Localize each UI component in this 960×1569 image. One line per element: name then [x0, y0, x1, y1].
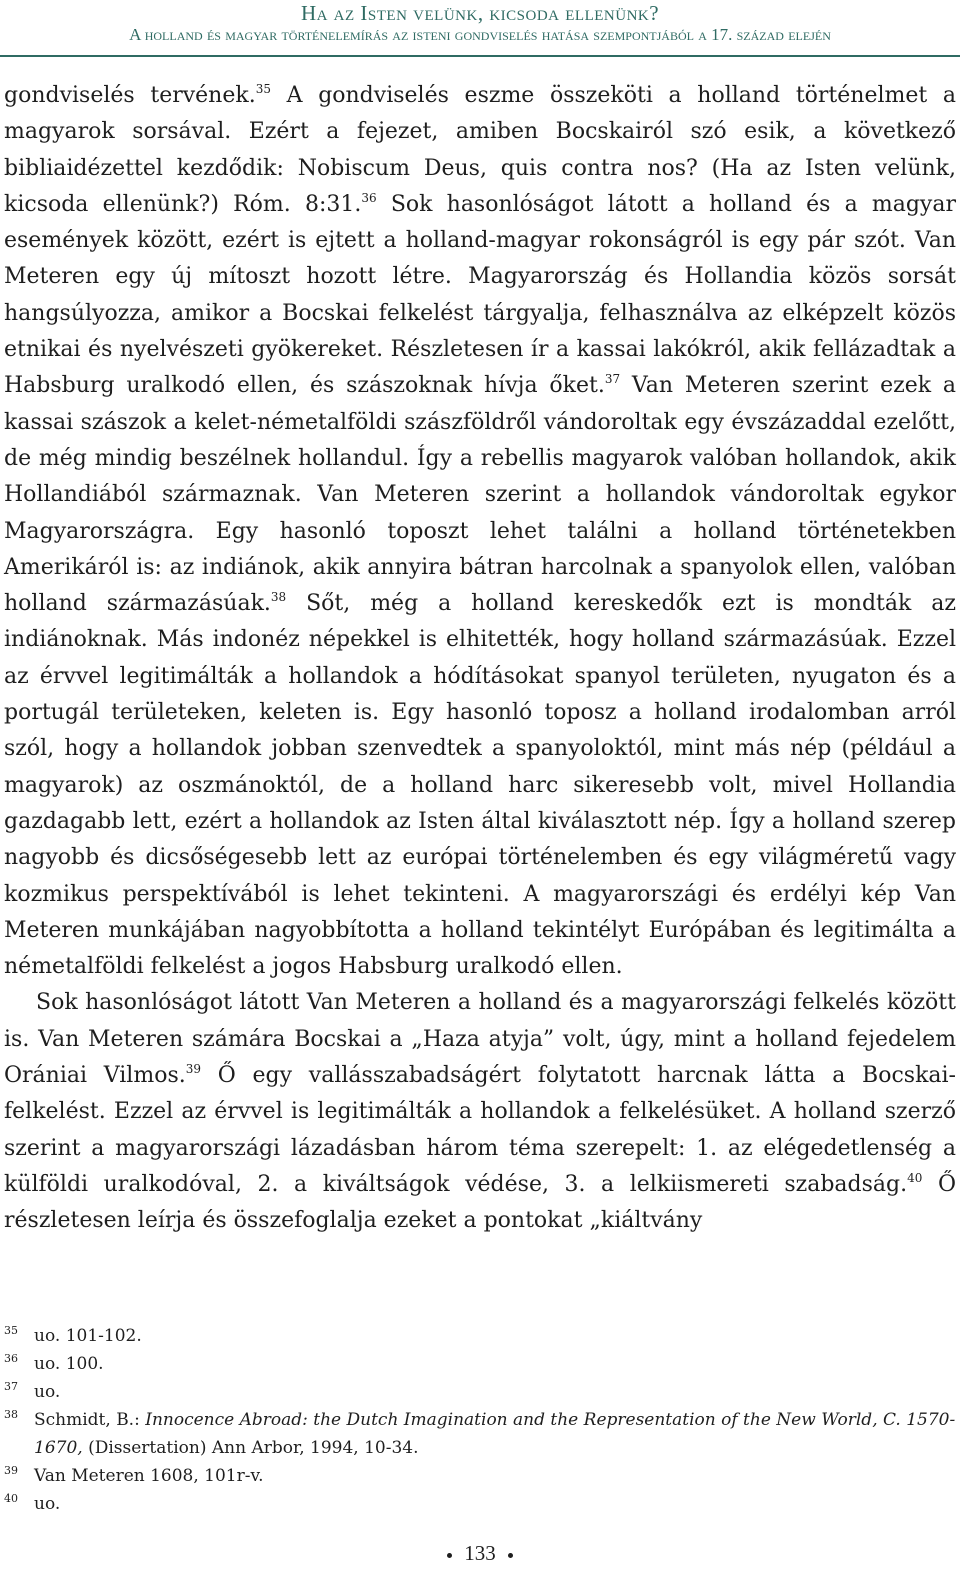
- p2-text-3: Ő részletesen leírja és összefoglalja ezeket a pontokat „kiáltvány: [4, 1171, 956, 1234]
- paragraph-2: [4, 985, 956, 1239]
- p1-text-1: gondviselés tervének.: [4, 83, 256, 108]
- footnotes: [4, 1322, 956, 1518]
- footnote-40: [4, 1490, 956, 1518]
- footnote-text: [34, 1406, 956, 1462]
- footnote-36: [4, 1350, 956, 1378]
- footnote-number: 35: [4, 1324, 18, 1337]
- footnote-ref-35[interactable]: 35: [255, 82, 271, 96]
- body-text: [4, 78, 956, 1240]
- footnote-number: 40: [4, 1492, 18, 1505]
- footnote-37: [4, 1378, 956, 1406]
- p1-text-2: A gondviselés eszme összeköti a holland történelmet a magyarok sorsával. Ezért a fejezet, amiben Bocskairól szó esik, a következő bibliaidézettel kezdődik: Nobiscum Deus, quis contra nos? (Ha az Isten velünk, kicsoda ellenünk?) Róm. 8:31.: [4, 83, 957, 217]
- paragraph-1: [4, 78, 956, 985]
- footnote-number: 38: [4, 1408, 18, 1421]
- bullet-icon: [447, 1553, 452, 1558]
- footnote-ref-37[interactable]: 37: [604, 372, 621, 387]
- page-number-value: 133: [464, 1541, 496, 1565]
- footnote-ref-38[interactable]: 38: [270, 590, 287, 605]
- footnote-38: [4, 1406, 956, 1462]
- footnote-text: uo. 101-102.: [34, 1326, 142, 1346]
- p2-text-1: Sok hasonlóságot látott Van Meteren a holland és a magyarországi felkelés között is. Van Meteren számára Bocskai a „Haza atyja” volt, úgy, mint a holland fejedelem Orániai Vilmos.: [4, 990, 956, 1089]
- footnote-book-title: Innocence Abroad: the Dutch Imagination and the Representation of the New World, C. 1570-1670,: [34, 1410, 956, 1458]
- footnote-ref-40[interactable]: 40: [907, 1170, 923, 1185]
- footnote-number: 39: [4, 1464, 18, 1477]
- p1-text-4: Van Meteren szerint ezek a kassai szászok a kelet-németalföldi szászföldről vándoroltak egy évszázaddal ezelőtt, de még mindig beszélnek hollandul. Így a rebellis magyarok valóban hollandok, akik Hollandiából származnak. Van Meteren szerint a hollandok vándoroltak egykor Magyarországra. Egy hasonló toposzt lehet találni a holland történetekben Amerikáról is: az indiánok, akik annyira bátran harcolnak a spanyolok ellen, valóban holland származásúak.: [4, 373, 956, 617]
- footnote-text: uo. 100.: [34, 1354, 104, 1374]
- footnote-ref-36[interactable]: 36: [361, 190, 377, 205]
- header-rule: [0, 55, 960, 57]
- page-number: [0, 1538, 960, 1568]
- footnote-number: 36: [4, 1352, 18, 1365]
- running-head-subtitle: A holland és magyar történelemírás az isteni gondviselés hatása szempontjából a 17. század elején: [129, 25, 831, 44]
- footnote-35: [4, 1322, 956, 1350]
- footnote-number: 37: [4, 1380, 18, 1393]
- footnote-ref-39[interactable]: 39: [185, 1062, 202, 1077]
- p1-text-5: Sőt, még a holland kereskedők ezt is mondták az indiánoknak. Más indonéz népekkel is elhitették, hogy holland származásúak. Ezzel az érvvel legitimálták a hollandok a hódításokat spanyol területen, nyugaton és a portugál területeken, keleten is. Egy hasonló toposz a holland irodalomban arról szól, hogy a hollandok jobban szenvedtek a spanyoloktól, mint más nép (például a magyarok) az oszmánoktól, de a holland harc sikeresebb volt, mivel Hollandia gazdagabb lett, ezért a hollandok az Isten által kiválasztott nép. Így a holland szerep nagyobb és dicsőségesebb lett az európai történelemben és egy világméretű vagy kozmikus perspektívából is lehet tekinteni. A magyarországi és erdélyi kép Van Meteren munkájában nagyobbította a holland tekintélyt Európában és legitimálta a németalföldi felkelést a jogos Habsburg uralkodó ellen.: [4, 591, 956, 980]
- bullet-icon: [508, 1553, 513, 1558]
- running-head-title: Ha az Isten velünk, kicsoda ellenünk?: [300, 1, 660, 25]
- footnote-text: uo.: [34, 1494, 61, 1514]
- footnote-text: Van Meteren 1608, 101r-v.: [34, 1466, 264, 1486]
- footnote-author: Schmidt, B.:: [34, 1410, 146, 1430]
- footnote-39: [4, 1462, 956, 1490]
- p1-text-3: Sok hasonlóságot látott a holland és a magyar események között, ezért is ejtett a holland-magyar rokonságról is egy pár szót. Van Meteren egy új mítoszt hozott létre. Magyarország és Hollandia közös sorsát hangsúlyozza, amikor a Bocskai felkelést tárgyalja, felhasználva az elképzelt közös etnikai és nyelvészeti gyökereket. Részletesen ír a kassai lakókról, akik fellázadtak a Habsburg uralkodó ellen, és szászoknak hívja őket.: [4, 191, 956, 399]
- p2-text-2: Ő egy vallásszabadságért folytatott harcnak látta a Bocskai-felkelést. Ezzel az érvvel is legitimálták a hollandok a felkelésüket. A holland szerző szerint a magyarországi lázadásban három téma szerepelt: 1. az elégedetlenség a külföldi uralkodóval, 2. a kiváltságok védése, 3. a lelkiismereti szabadság.: [4, 1063, 956, 1197]
- footnote-publication: (Dissertation) Ann Arbor, 1994, 10-34.: [82, 1438, 419, 1458]
- footnote-text: uo.: [34, 1382, 61, 1402]
- running-head: [0, 2, 960, 46]
